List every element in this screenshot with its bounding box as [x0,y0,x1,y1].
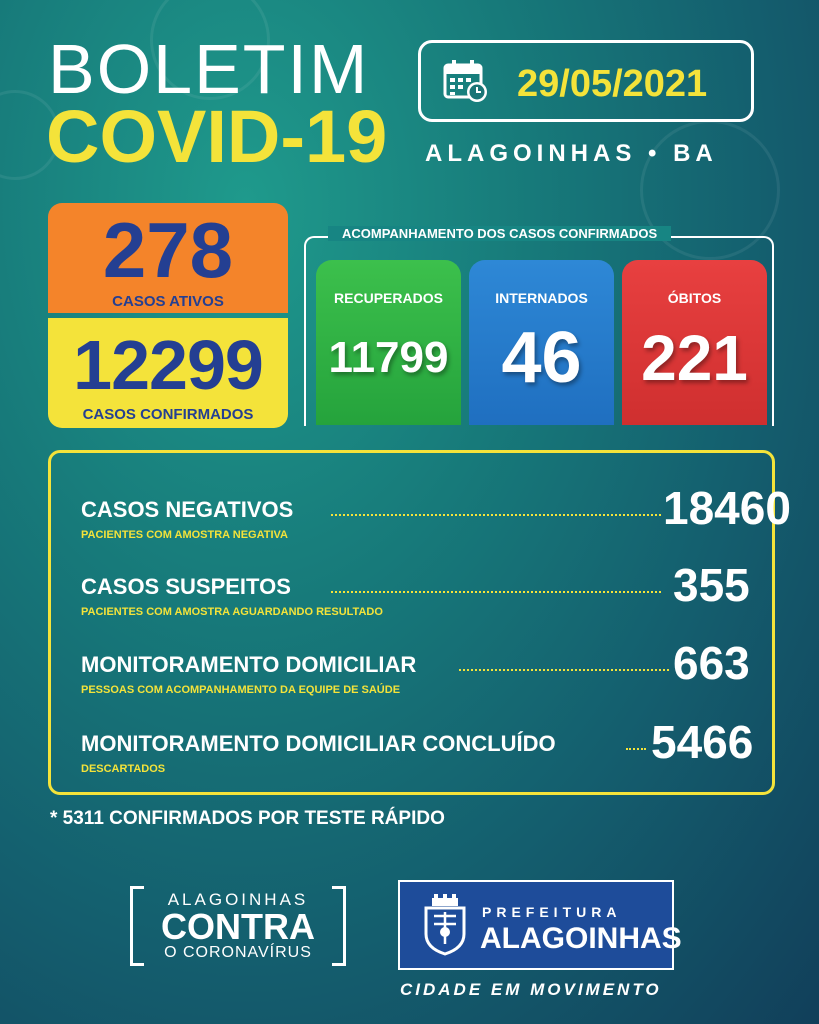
deaths-label: ÓBITOS [667,290,722,306]
confirmed-cases-box [48,318,288,428]
campaign-logo [130,886,346,966]
city-motto: CIDADE EM MOVIMENTO [400,980,662,999]
prefeitura-city: ALAGOINHAS [480,922,682,955]
stat-description: DESCARTADOS [81,763,166,775]
recovered-label: RECUPERADOS [334,290,443,306]
date-box [418,40,754,122]
stat-name: MONITORAMENTO DOMICILIAR [81,652,417,677]
title-boletim: BOLETIM [48,30,370,108]
deaths-card [622,260,767,425]
active-cases-box [48,203,288,313]
stat-name: CASOS SUSPEITOS [81,574,291,599]
stat-value: 355 [673,559,750,611]
report-date: 29/05/2021 [517,63,708,105]
campaign-main-text: CONTRA [161,906,315,947]
active-cases-label: CASOS ATIVOS [112,293,224,310]
stat-value: 18460 [663,482,791,534]
dotted-leader [626,748,646,750]
stat-description: PACIENTES COM AMOSTRA NEGATIVA [81,529,288,541]
stats-panel [48,450,791,795]
prefeitura-logo [398,880,682,970]
deaths-value: 221 [641,322,748,394]
stat-description: PACIENTES COM AMOSTRA AGUARDANDO RESULTADO [81,606,383,618]
hospitalized-label: INTERNADOS [495,290,588,306]
campaign-bottom-text: O CORONAVÍRUS [164,944,312,961]
stat-name: CASOS NEGATIVOS [81,497,294,522]
stat-value: 663 [673,637,750,689]
stat-value: 5466 [651,716,754,768]
prefeitura-label: PREFEITURA [482,904,622,920]
hospitalized-card [469,260,614,425]
stat-name: MONITORAMENTO DOMICILIAR CONCLUÍDO [81,731,556,756]
follow-up-title: ACOMPANHAMENTO DOS CASOS CONFIRMADOS [328,226,671,241]
footnote: * 5311 CONFIRMADOS POR TESTE RÁPIDO [50,808,445,829]
confirmed-cases-value: 12299 [73,326,263,404]
hospitalized-value: 46 [501,318,582,398]
calendar-icon [443,59,489,103]
stat-description: PESSOAS COM ACOMPANHAMENTO DA EQUIPE DE SAÚDE [81,684,401,696]
city-label: ALAGOINHAS • BA [425,140,718,167]
dotted-leader [331,591,661,593]
title-covid: COVID-19 [46,95,388,178]
dotted-leader [459,669,669,671]
confirmed-cases-label: CASOS CONFIRMADOS [82,406,254,423]
recovered-card [316,260,461,425]
campaign-top-text: ALAGOINHAS [167,890,309,909]
city-crest-icon [420,894,470,958]
dotted-leader [331,514,661,516]
recovered-value: 11799 [328,333,449,382]
active-cases-value: 278 [102,206,234,294]
